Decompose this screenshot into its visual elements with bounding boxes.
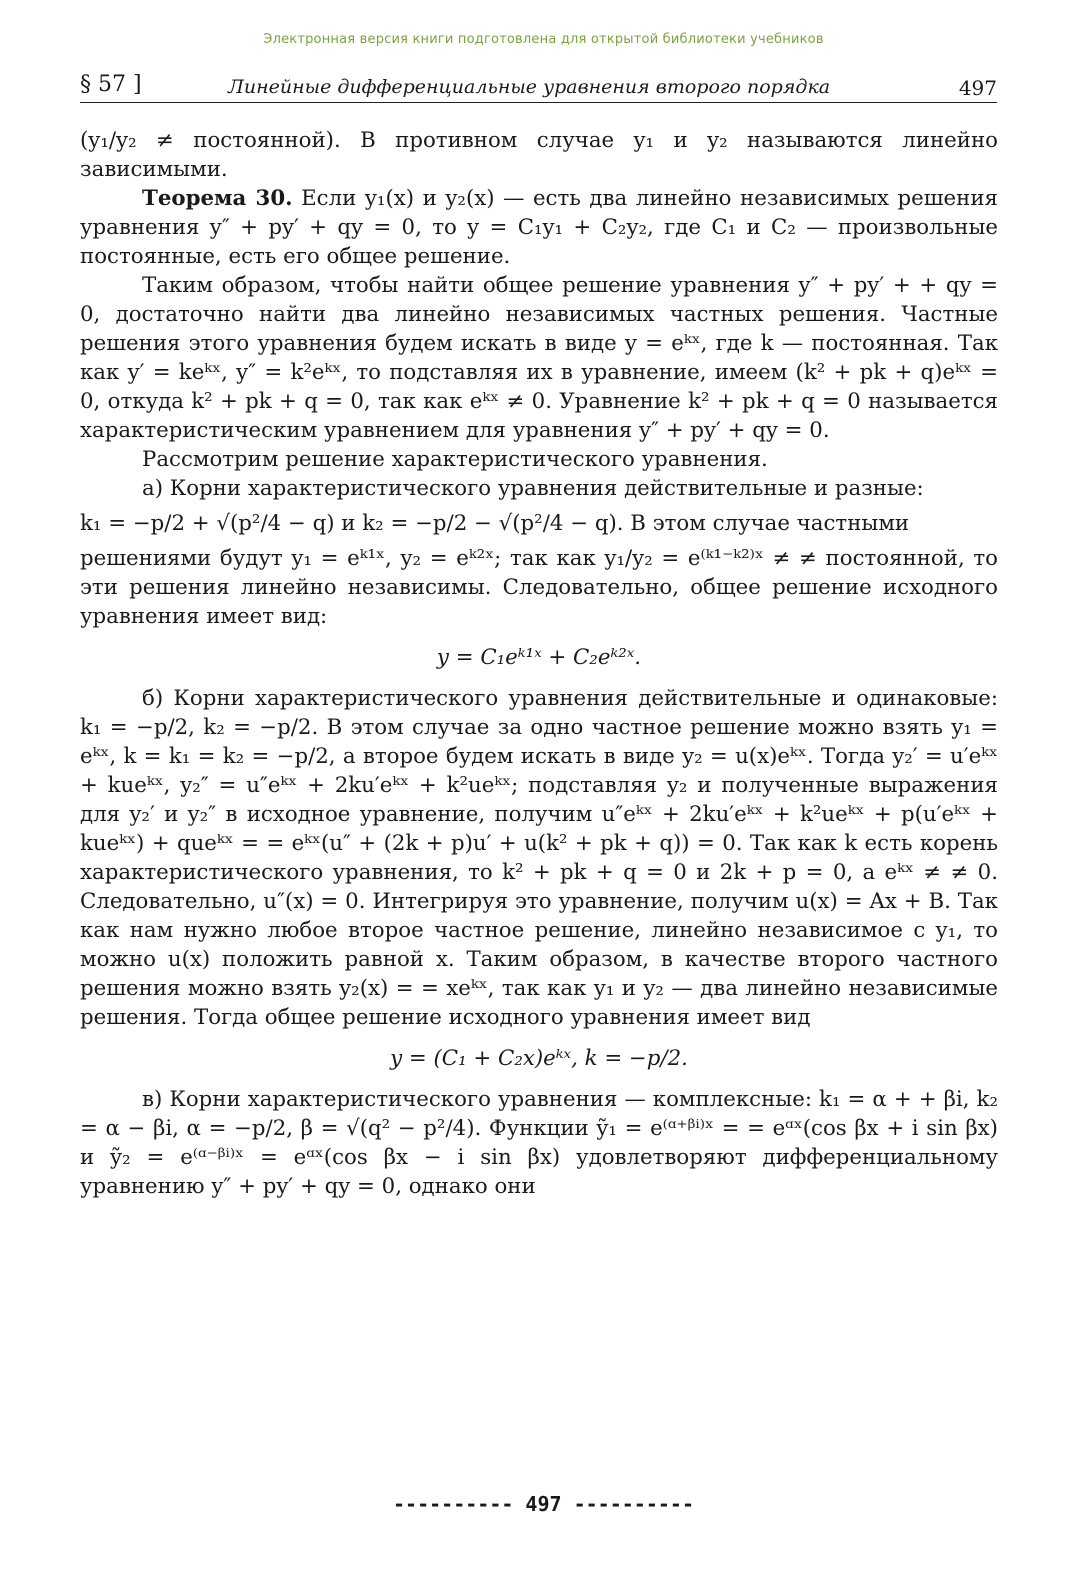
page-body: [80, 126, 998, 1201]
formula-general-solution-b: y = (C₁ + C₂x)eᵏˣ, k = −p/2.: [390, 1046, 688, 1071]
case-b-text: б) Корни характеристического уравнения действительные и одинаковые: k₁ = −p/2, k₂ = −p/2. В этом случае за одно частное решение можно взять y₁ = eᵏˣ, k = k₁ = k₂ = −p/2, а второе будем искать в виде y₂ = u(x)eᵏˣ. Тогда y₂′ = u′eᵏˣ + kueᵏˣ, y₂″ = u″eᵏˣ + 2ku′eᵏˣ + k²ueᵏˣ; подставляя y₂ и полученные выражения для y₂′ и y₂″ в исходное уравнение, получим u″eᵏˣ + 2ku′eᵏˣ + k²ueᵏˣ + p(u′eᵏˣ + kueᵏˣ) + queᵏˣ = = eᵏˣ(u″ + (2k + p)u′ + u(k² + pk + q)) = 0. Так как k есть корень характеристического уравнения, то k² + pk + q = 0 и 2k + p = 0, а eᵏˣ ≠ ≠ 0. Следовательно, u″(x) = 0. Интегрируя это уравнение, получим u(x) = Ax + B. Так как нам нужно любое второе частное решение, линейно независимое с y₁, то можно u(x) положить равной x. Таким образом, в качестве второго частного решения можно взять y₂(x) = = xeᵏˣ, так как y₁ и y₂ — два линейно независимые решения. Тогда общее решение исходного уравнения имеет вид: [80, 686, 998, 1030]
paragraph-method: Таким образом, чтобы найти общее решение уравнения y″ + py′ + + qy = 0, достаточно найти два линейно независимых частных решения. Частные решения этого уравнения будем искать в виде y = eᵏˣ, где k — постоянная. Так как y′ = keᵏˣ, y″ = k²eᵏˣ, то подставляя их в уравнение, имеем (k² + pk + q)eᵏˣ = 0, откуда k² + pk + q = 0, так как eᵏˣ ≠ 0. Уравнение k² + pk + q = 0 называется характеристическим уравнением для уравнения y″ + py′ + qy = 0.: [80, 273, 998, 443]
footer-page-number: ---------- 497 ----------: [392, 1492, 695, 1516]
running-header: [80, 72, 997, 103]
running-title: Линейные дифференциальные уравнения второго порядка: [228, 76, 831, 98]
paragraph-dependence: (y₁/y₂ ≠ постоянной). В противном случае y₁ и y₂ называются линейно зависимыми.: [80, 128, 998, 182]
case-c-text: в) Корни характеристического уравнения — комплексные: k₁ = α + + βi, k₂ = α − βi, α = −p/2, β = √(q² − p²/4). Функции ỹ₁ = e⁽ᵅ⁺ᵝⁱ⁾ˣ = = eᵅˣ(cos βx + i sin βx) и ỹ₂ = e⁽ᵅ⁻ᵝⁱ⁾ˣ = eᵅˣ(cos βx − i sin βx) удовлетворяют дифференциальному уравнению y″ + py′ + qy = 0, однако они: [80, 1087, 998, 1199]
formula-general-solution-a: y = C₁eᵏ¹ˣ + C₂eᵏ²ˣ.: [436, 645, 642, 670]
case-a-roots: k₁ = −p/2 + √(p²/4 − q) и k₂ = −p/2 − √(p²/4 − q). В этом случае частными: [80, 511, 910, 536]
case-a-intro: а) Корни характеристического уравнения действительные и разные:: [142, 476, 924, 501]
theorem-30: [80, 184, 998, 271]
theorem-label: Теорема 30.: [142, 186, 293, 211]
section-number: § 57 ]: [80, 72, 142, 97]
library-banner: Электронная версия книги подготовлена для открытой библиотеки учебников: [263, 32, 824, 47]
theorem-text: Если y₁(x) и y₂(x) — есть два линейно независимых решения уравнения y″ + py′ + qy = 0, то y = C₁y₁ + C₂y₂, где C₁ и C₂ — произвольные постоянные, есть его общее решение.: [80, 186, 998, 269]
case-a-text: решениями будут y₁ = eᵏ¹ˣ, y₂ = eᵏ²ˣ; так как y₁/y₂ = e⁽ᵏ¹⁻ᵏ²⁾ˣ ≠ ≠ постоянной, то эти решения линейно независимы. Следовательно, общее решение исходного уравнения имеет вид:: [80, 546, 998, 629]
paragraph-consider: Рассмотрим решение характеристического уравнения.: [142, 447, 768, 472]
header-page-number: 497: [958, 76, 997, 100]
